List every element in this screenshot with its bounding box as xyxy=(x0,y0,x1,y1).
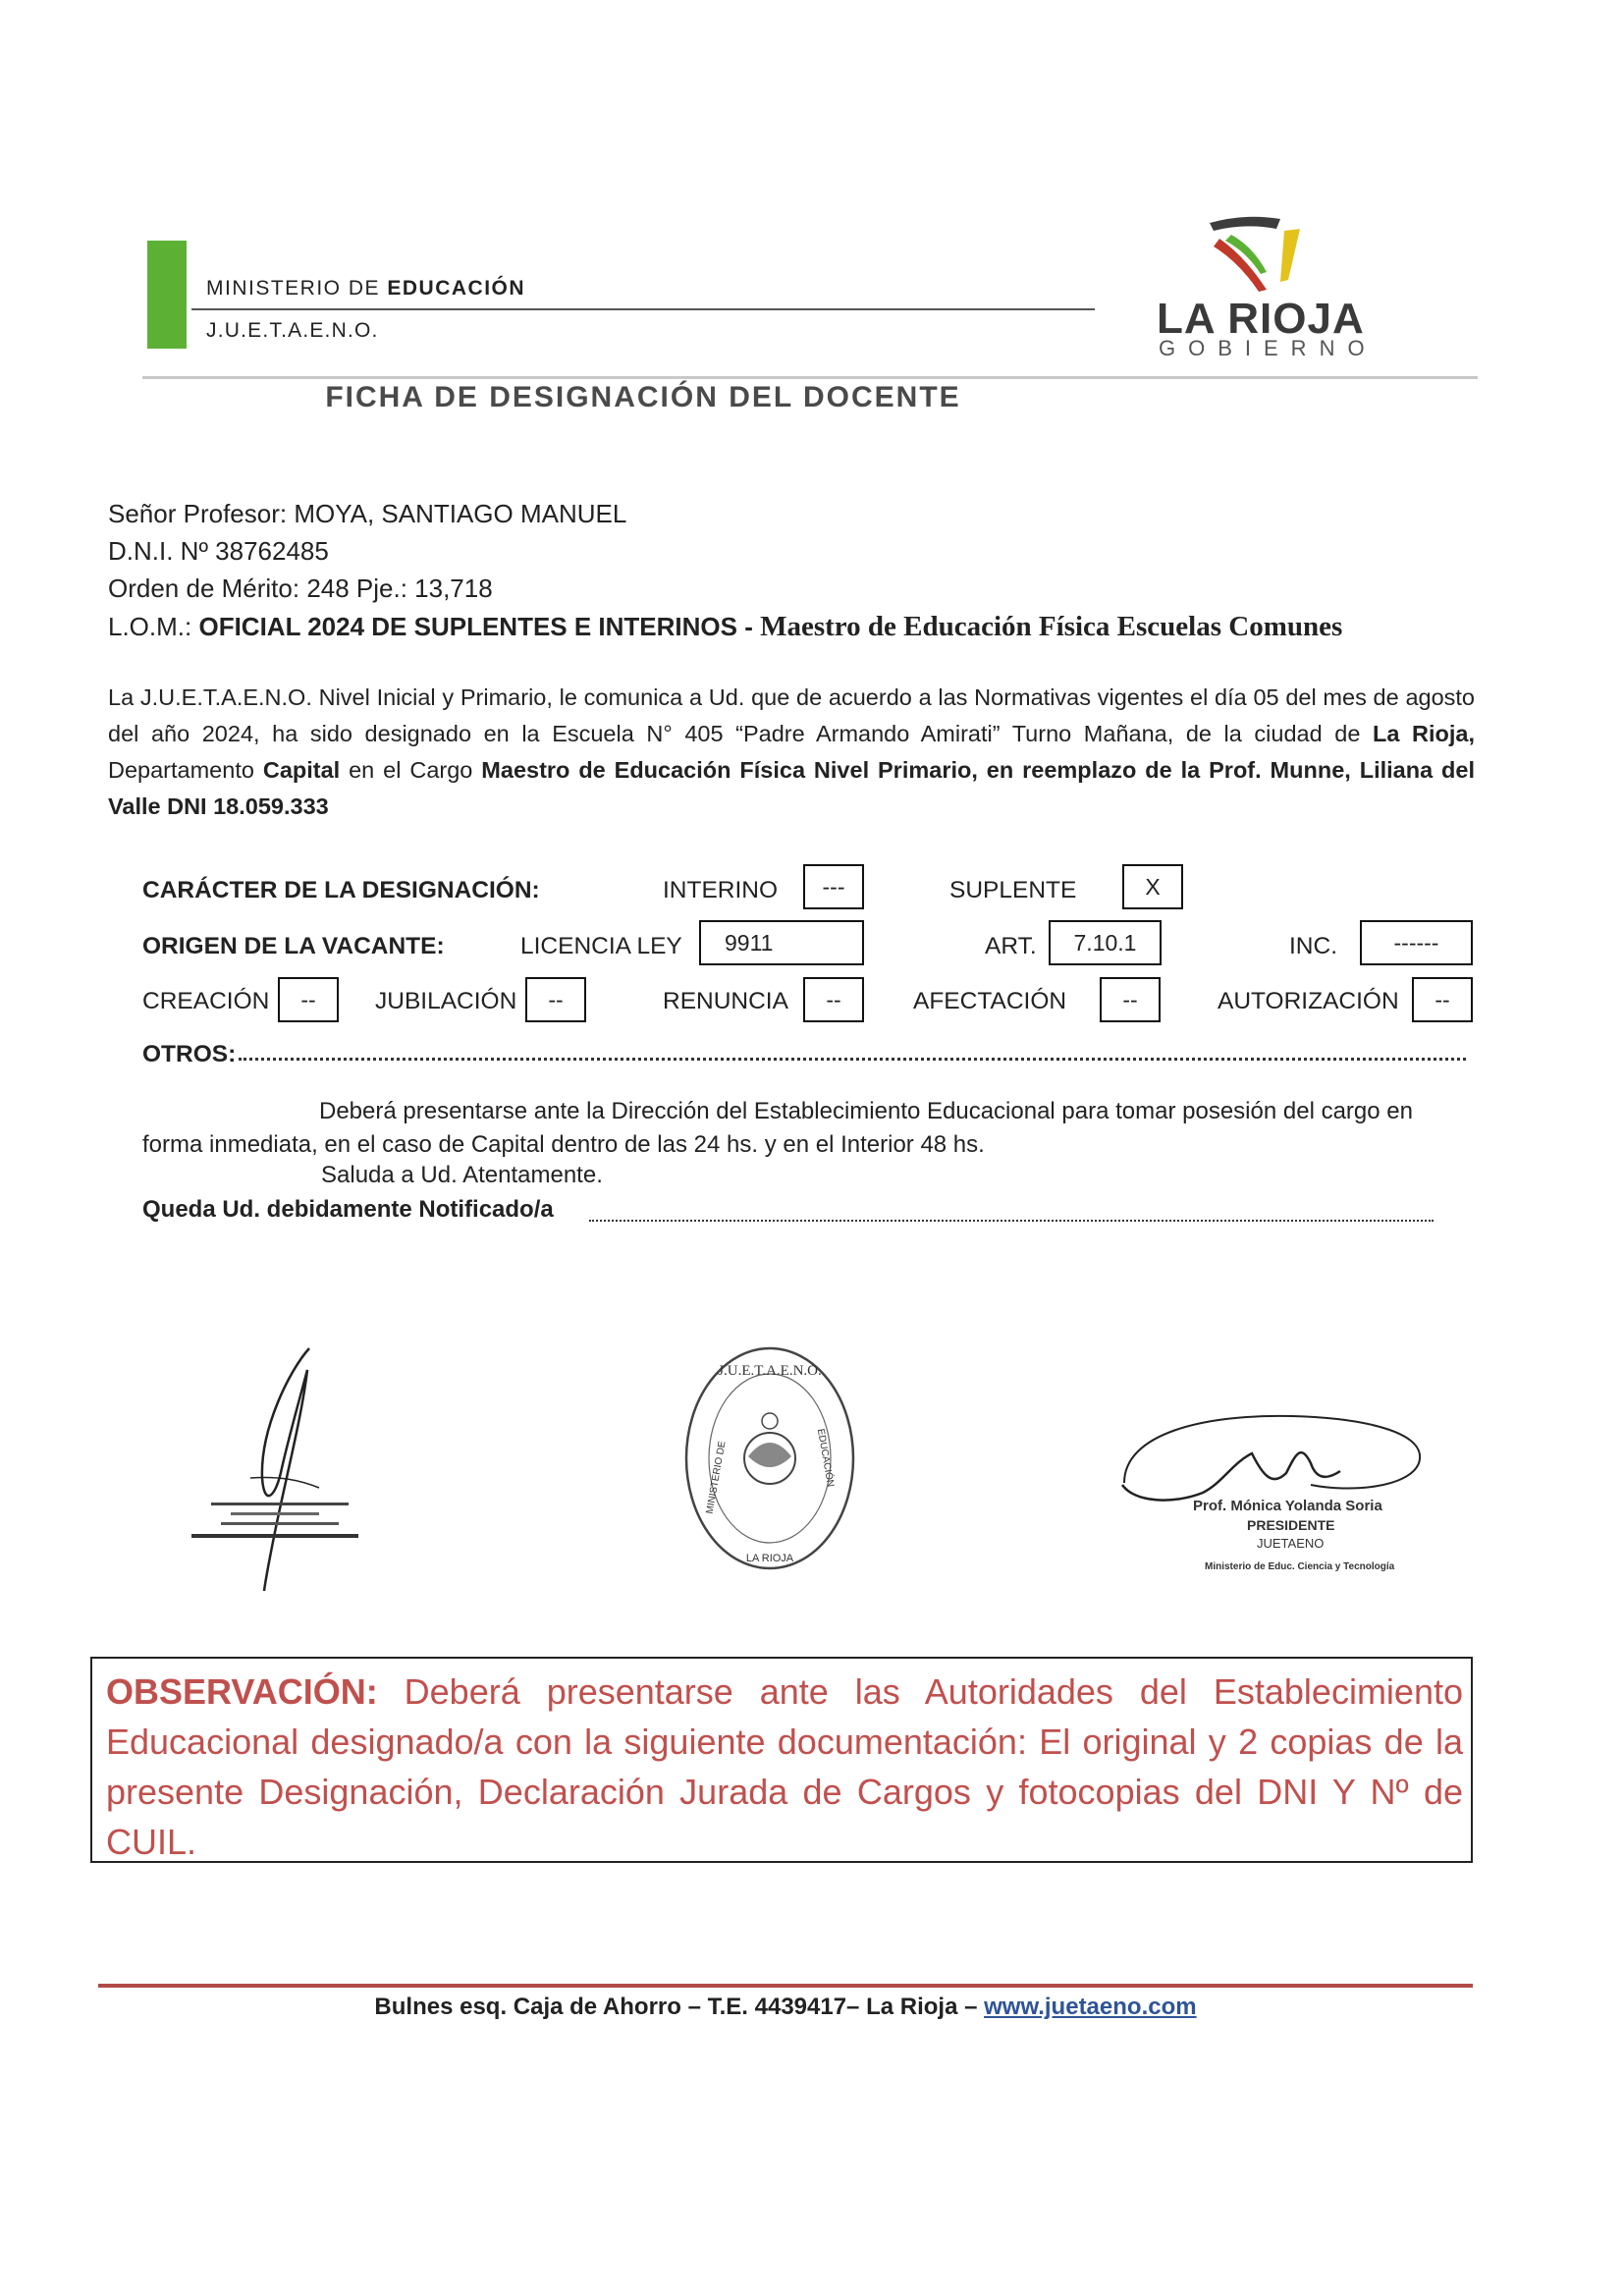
interino-box: --- xyxy=(803,864,864,909)
notification-line: Queda Ud. debidamente Notificado/a xyxy=(142,1196,554,1223)
svg-text:LA RIOJA: LA RIOJA xyxy=(745,1553,794,1564)
logo-wordmark: LA RIOJA xyxy=(1157,295,1365,343)
svg-text:J.U.E.T.A.E.N.O.: J.U.E.T.A.E.N.O. xyxy=(718,1363,822,1379)
afectacion-box: -- xyxy=(1100,977,1161,1022)
presentation-paragraph: Deberá presentarse ante la Dirección del Establecimiento Educacional para tomar posesión del cargo en forma inmediata, en el caso de Capital dentro de las 24 hs. y en el Interior 48 hs. xyxy=(142,1098,1413,1158)
svg-text:PRESIDENTE: PRESIDENTE xyxy=(1247,1517,1335,1533)
creacion-box: -- xyxy=(278,977,339,1022)
official-seal xyxy=(679,1340,861,1576)
svg-text:Ministerio de Educ. Ciencia y: Ministerio de Educ. Ciencia y Tecnología xyxy=(1205,1561,1395,1572)
merit-order: Orden de Mérito: 248 Pje.: 13,718 xyxy=(108,574,493,603)
greeting: Saluda a Ud. Atentamente. xyxy=(321,1162,603,1188)
observation-text: OBSERVACIÓN: Deberá presentarse ante las Autoridades del Establecimiento Educacional designado/a con la siguiente documentación: El original y 2 copias de la presente Designación, Declaración Jurada de Cargos y fotocopias del DNI Y Nº de CUIL. xyxy=(106,1671,1463,1862)
svg-text:Prof. Mónica Yolanda Soria: Prof. Mónica Yolanda Soria xyxy=(1193,1498,1382,1514)
autorizacion-box: -- xyxy=(1412,977,1473,1022)
la-rioja-logo-icon xyxy=(1206,211,1314,295)
teacher-name: Señor Profesor: MOYA, SANTIAGO MANUEL xyxy=(108,499,627,528)
interino-label: INTERINO xyxy=(663,877,779,903)
caracter-label: CARÁCTER DE LA DESIGNACIÓN: xyxy=(142,877,540,903)
suplente-label: SUPLENTE xyxy=(949,877,1077,903)
president-signature xyxy=(1114,1394,1438,1581)
origen-label: ORIGEN DE LA VACANTE: xyxy=(142,933,445,959)
ministry-green-bar xyxy=(147,241,187,349)
website-link[interactable]: www.juetaeno.com xyxy=(984,1994,1197,2020)
designation-paragraph: La J.U.E.T.A.E.N.O. Nivel Inicial y Primario, le comunica a Ud. que de acuerdo a las Normativas vigentes el día 05 del mes de agosto del año 2024, ha sido designado en la Escuela N° 405 “Padre Armando Amirati” Turno Mañana, de la ciudad de La Rioja, Departamento Capital en el Cargo Maestro de Educación Física Nivel Primario, en reemplazo de la Prof. Munne, Liliana del Valle DNI 18.059.333 xyxy=(108,684,1476,819)
teacher-dni: D.N.I. Nº 38762485 xyxy=(108,536,329,566)
left-signature xyxy=(191,1340,388,1596)
art-label: ART. xyxy=(985,933,1037,959)
otros-dotted-line xyxy=(239,1058,1466,1061)
jubilacion-box: -- xyxy=(525,977,586,1022)
licencia-label: LICENCIA LEY xyxy=(520,933,682,959)
renuncia-box: -- xyxy=(803,977,864,1022)
svg-text:MINISTERIO DE: MINISTERIO DE xyxy=(704,1440,729,1515)
ministry-name: MINISTERIO DE EDUCACIÓN xyxy=(206,277,526,300)
inc-box: ------ xyxy=(1360,920,1473,965)
licencia-box: 9911 xyxy=(699,920,864,965)
lom-line: L.O.M.: OFICIAL 2024 DE SUPLENTES E INTERINOS - Maestro de Educación Física Escuelas Comunes xyxy=(108,611,1343,642)
renuncia-label: RENUNCIA xyxy=(663,988,788,1014)
footer-divider xyxy=(98,1984,1473,1988)
agency-name: J.U.E.T.A.E.N.O. xyxy=(206,319,379,342)
afectacion-label: AFECTACIÓN xyxy=(913,988,1067,1014)
suplente-box: X xyxy=(1122,864,1183,909)
creacion-label: CREACIÓN xyxy=(142,988,270,1014)
footer-address: Bulnes esq. Caja de Ahorro – T.E. 4439417– La Rioja – www.juetaeno.com xyxy=(374,1994,1197,2020)
document-title: FICHA DE DESIGNACIÓN DEL DOCENTE xyxy=(325,381,961,413)
observation-box xyxy=(90,1657,1473,1863)
autorizacion-label: AUTORIZACIÓN xyxy=(1218,988,1399,1014)
jubilacion-label: JUBILACIÓN xyxy=(375,988,517,1014)
art-box: 7.10.1 xyxy=(1049,920,1162,965)
svg-text:JUETAENO: JUETAENO xyxy=(1257,1536,1325,1551)
notification-dotted-line xyxy=(589,1220,1434,1222)
inc-label: INC. xyxy=(1289,933,1337,959)
svg-text:EDUCACIÓN: EDUCACIÓN xyxy=(814,1428,837,1489)
logo-subtitle: GOBIERNO xyxy=(1159,336,1378,360)
title-divider xyxy=(142,376,1478,379)
header-divider xyxy=(191,308,1095,310)
otros-label: OTROS: xyxy=(142,1041,237,1067)
